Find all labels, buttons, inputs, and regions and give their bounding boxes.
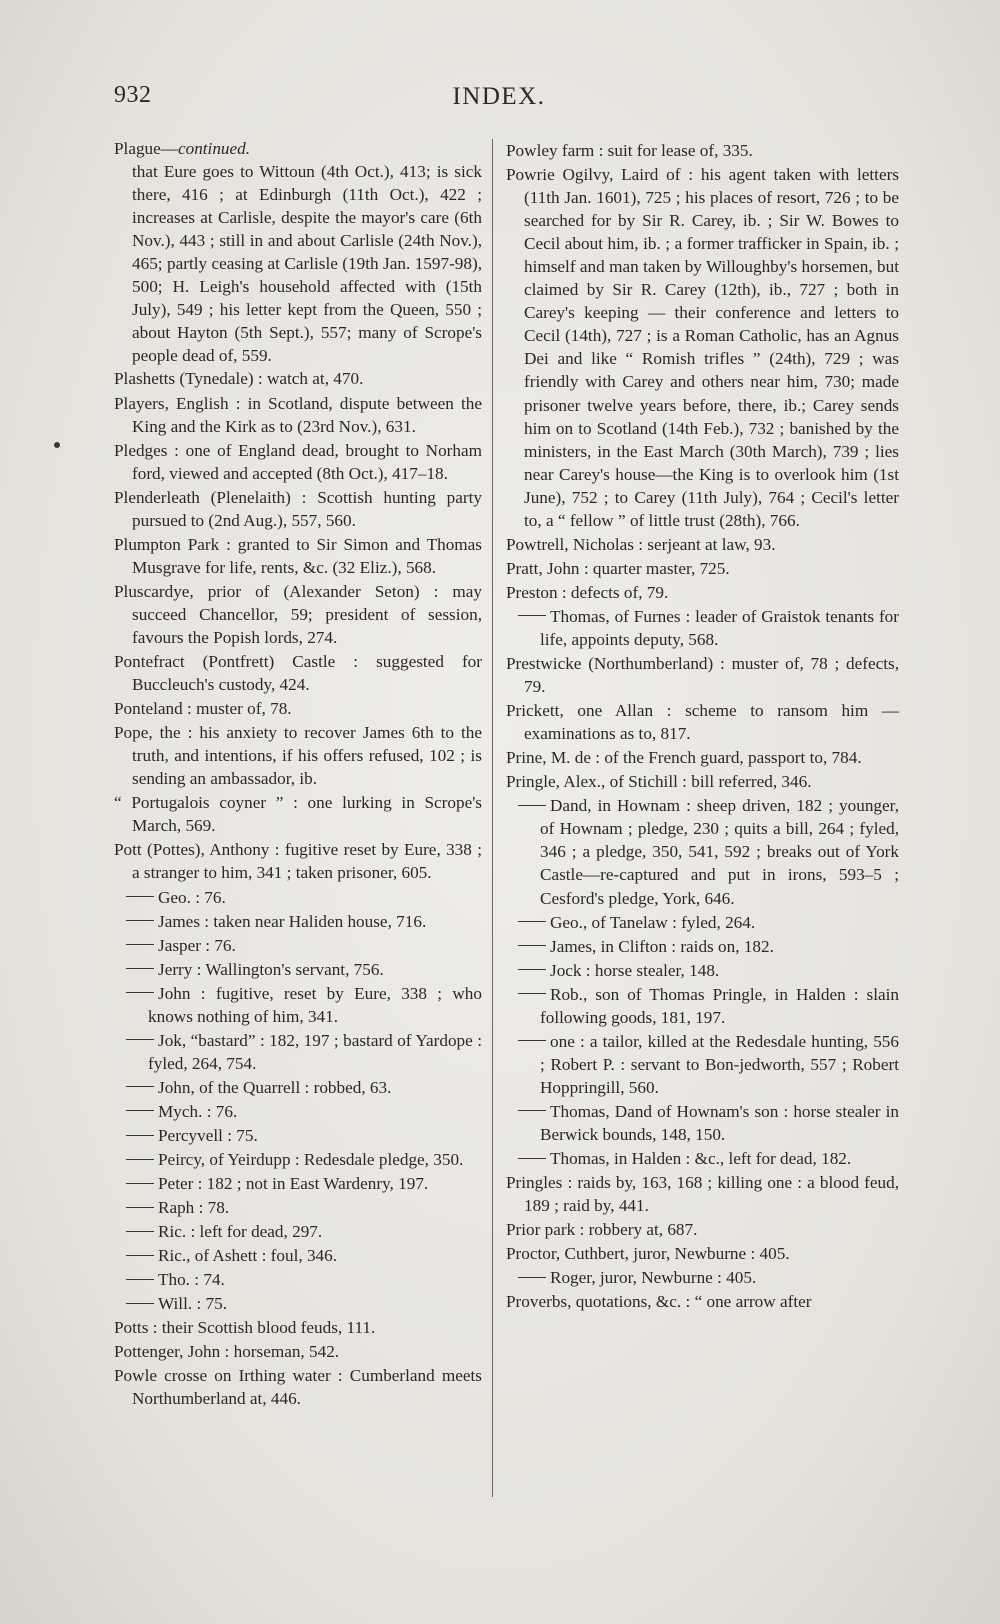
page-number: 932 — [114, 82, 152, 108]
index-subentry: Tho. : 74. — [114, 1268, 482, 1291]
index-entry: Pringle, Alex., of Stichill : bill referred, 346. — [506, 772, 812, 792]
index-entry: Powle crosse on Irthing water : Cumberland meets Northumberland at, 446. — [114, 1366, 482, 1409]
index-entry: Proctor, Cuthbert, juror, Newburne : 405. — [506, 1244, 790, 1264]
index-entry: Plashetts (Tynedale) : watch at, 470. — [114, 369, 364, 389]
dash-rule — [126, 1231, 154, 1232]
index-subentry: Raph : 78. — [114, 1196, 482, 1219]
dash-rule — [126, 920, 154, 921]
index-entry: Pott (Pottes), Anthony : fugitive reset by Eure, 338 ; a stranger to him, 341 ; taken prisoner, 605. — [114, 840, 482, 883]
dash-rule — [126, 992, 154, 993]
dash-rule — [126, 968, 154, 969]
dash-rule — [518, 921, 546, 922]
index-entry: Ponteland : muster of, 78. — [114, 699, 292, 719]
dash-rule — [518, 1158, 546, 1159]
index-subentry: Mych. : 76. — [114, 1100, 482, 1123]
continued-heading: Plague—continued. — [114, 139, 251, 158]
index-subentry: Thomas, Dand of Hownam's son : horse stealer in Berwick bounds, 148, 150. — [506, 1100, 899, 1146]
running-title: INDEX. — [452, 83, 546, 110]
index-subentry: one : a tailor, killed at the Redesdale hunting, 556 ; Robert P. : servant to Bon-jedworth, 557 ; Robert Hoppringill, 560. — [506, 1030, 899, 1099]
dash-rule — [126, 1086, 154, 1087]
index-subentry: Rob., son of Thomas Pringle, in Halden : slain following goods, 181, 197. — [506, 983, 899, 1029]
index-entry: Pringles : raids by, 163, 168 ; killing one : a blood feud, 189 ; raid by, 441. — [506, 1173, 899, 1216]
dash-rule — [518, 1277, 546, 1278]
index-entry: Pledges : one of England dead, brought to Norham ford, viewed and accepted (8th Oct.), 417–18. — [114, 440, 482, 483]
index-subentry: Thomas, of Furnes : leader of Graistok tenants for life, appoints deputy, 568. — [506, 605, 899, 651]
dash-rule — [126, 1039, 154, 1040]
index-entry: Plenderleath (Plenelaith) : Scottish hunting party pursued to (2nd Aug.), 557, 560. — [114, 487, 482, 530]
dash-rule — [518, 805, 546, 806]
index-entry-plague: that Eure goes to Wittoun (4th Oct.), 413; is sick there, 416 ; at Edinburgh (11th Oct.), 422 ; increases at Carlisle, despite the mayor's care (6th Nov.), 443 ; still in and about Carlisle (24th Nov.), 465; partly ceasing at Carlisle (19th Jan. 1597-98), 500; H. Leigh's household affected with (15th July), 549 ; his letter kept from the Queen, 550 ; about Hayton (5th Sept.), 557; many of Scrope's people dead of, 559. — [132, 162, 482, 366]
index-entry: Pottenger, John : horseman, 542. — [114, 1342, 340, 1362]
index-entry: Pratt, John : quarter master, 725. — [506, 558, 730, 578]
index-subentry: Ric., of Ashett : foul, 346. — [114, 1244, 482, 1267]
index-subentry: Peter : 182 ; not in East Wardenry, 197. — [114, 1172, 482, 1195]
index-subentry: Will. : 75. — [114, 1292, 482, 1315]
index-subentry: Jock : horse stealer, 148. — [506, 959, 899, 982]
index-subentry: Thomas, in Halden : &c., left for dead, 182. — [506, 1147, 899, 1170]
index-entry: Plumpton Park : granted to Sir Simon and Thomas Musgrave for life, rents, &c. (32 Eliz.), 568. — [114, 534, 482, 577]
index-subentry: Jok, “bastard” : 182, 197 ; bastard of Yardope : fyled, 264, 754. — [114, 1029, 482, 1075]
index-column-left — [114, 137, 482, 1412]
dash-rule — [126, 1183, 154, 1184]
index-subentry: Geo. : 76. — [114, 886, 482, 909]
index-entry: Preston : defects of, 79. — [506, 582, 669, 602]
index-entry: Powtrell, Nicholas : serjeant at law, 93. — [506, 534, 776, 554]
dash-rule — [126, 944, 154, 945]
dash-rule — [126, 1303, 154, 1304]
dash-rule — [126, 896, 154, 897]
index-subentry: Jasper : 76. — [114, 934, 482, 957]
column-divider — [492, 139, 493, 1497]
index-entry: Pope, the : his anxiety to recover James 6th to the truth, and intentions, if his offers refused, 102 ; is sending an ambassador, ib. — [114, 723, 482, 789]
index-subentry: Dand, in Hownam : sheep driven, 182 ; younger, of Hownam ; pledge, 230 ; quits a bill, 264 ; fyled, 346 ; a pledge, 350, 541, 592 ; breaks out of York Castle—re-captured and put in irons, 593–5 ; Cesford's pledge, York, 646. — [506, 794, 899, 909]
dash-rule — [518, 1040, 546, 1041]
index-subentry: Roger, juror, Newburne : 405. — [506, 1266, 899, 1289]
dash-rule — [518, 969, 546, 970]
dash-rule — [126, 1279, 154, 1280]
index-subentry: John : fugitive, reset by Eure, 338 ; who knows nothing of him, 341. — [114, 982, 482, 1028]
dash-rule — [518, 615, 546, 616]
index-entry: Pontefract (Pontfrett) Castle : suggested for Buccleuch's custody, 424. — [114, 652, 482, 695]
index-entry: Powley farm : suit for lease of, 335. — [506, 141, 753, 160]
index-entry: Prine, M. de : of the French guard, passport to, 784. — [506, 748, 862, 768]
dash-rule — [518, 1110, 546, 1111]
index-subentry: James, in Clifton : raids on, 182. — [506, 935, 899, 958]
index-subentry: Percyvell : 75. — [114, 1124, 482, 1147]
index-subentry: Ric. : left for dead, 297. — [114, 1220, 482, 1243]
dash-rule — [126, 1207, 154, 1208]
dash-rule — [126, 1159, 154, 1160]
index-entry: Powrie Ogilvy, Laird of : his agent taken with letters (11th Jan. 1601), 725 ; his places of resort, 726 ; to be searched for by Sir R. Carey, ib. ; Sir W. Bowes to Cecil about him, ib. ; a former trafficker in Spain, ib. ; himself and man taken by Willoughby's horsemen, but claimed by Sir R. Carey (12th), ib., 727 ; both in Carey's keeping — their conference and letters to Cecil (14th), 727 ; is a Roman Catholic, has an Agnus Dei and like “ Romish trifles ” (24th), 729 ; was friendly with Carey and others near him, 730; made prisoner twelve years before, there, ib.; Carey sends him on to Scotland (14th Feb.), 732 ; banished by the ministers, in the East March (30th March), 739 ; lies near Carey's house—the King is to overlook him (1st June), 752 ; to Carey (11th July), 764 ; Cecil's letter to, a “ fellow ” of little trust (28th), 766. — [506, 165, 899, 530]
dash-rule — [518, 945, 546, 946]
index-subentry: Jerry : Wallington's servant, 756. — [114, 958, 482, 981]
index-entry: Pluscardye, prior of (Alexander Seton) : may succeed Chancellor, 59; president of session, favours the Popish lords, 274. — [114, 581, 482, 647]
dash-rule — [126, 1110, 154, 1111]
index-subentry: John, of the Quarrell : robbed, 63. — [114, 1076, 482, 1099]
index-entry: Prestwicke (Northumberland) : muster of, 78 ; defects, 79. — [506, 654, 899, 697]
index-entry: Proverbs, quotations, &c. : “ one arrow after — [506, 1292, 812, 1312]
index-subentry: Peircy, of Yeirdupp : Redesdale pledge, 350. — [114, 1148, 482, 1171]
index-subentry: James : taken near Haliden house, 716. — [114, 910, 482, 933]
dash-rule — [126, 1255, 154, 1256]
index-subentry: Geo., of Tanelaw : fyled, 264. — [506, 911, 899, 934]
index-entry: Prior park : robbery at, 687. — [506, 1220, 698, 1240]
index-entry: Prickett, one Allan : scheme to ransom him —examinations as to, 817. — [506, 701, 899, 744]
dash-rule — [126, 1135, 154, 1136]
index-entry: Potts : their Scottish blood feuds, 111. — [114, 1318, 376, 1338]
dash-rule — [518, 993, 546, 994]
index-entry: Players, English : in Scotland, dispute between the King and the Kirk as to (23rd Nov.), 631. — [114, 393, 482, 436]
margin-mark — [54, 442, 60, 448]
index-entry: “ Portugalois coyner ” : one lurking in Scrope's March, 569. — [114, 793, 482, 836]
index-column-right — [506, 139, 899, 1314]
page-header — [114, 78, 884, 118]
